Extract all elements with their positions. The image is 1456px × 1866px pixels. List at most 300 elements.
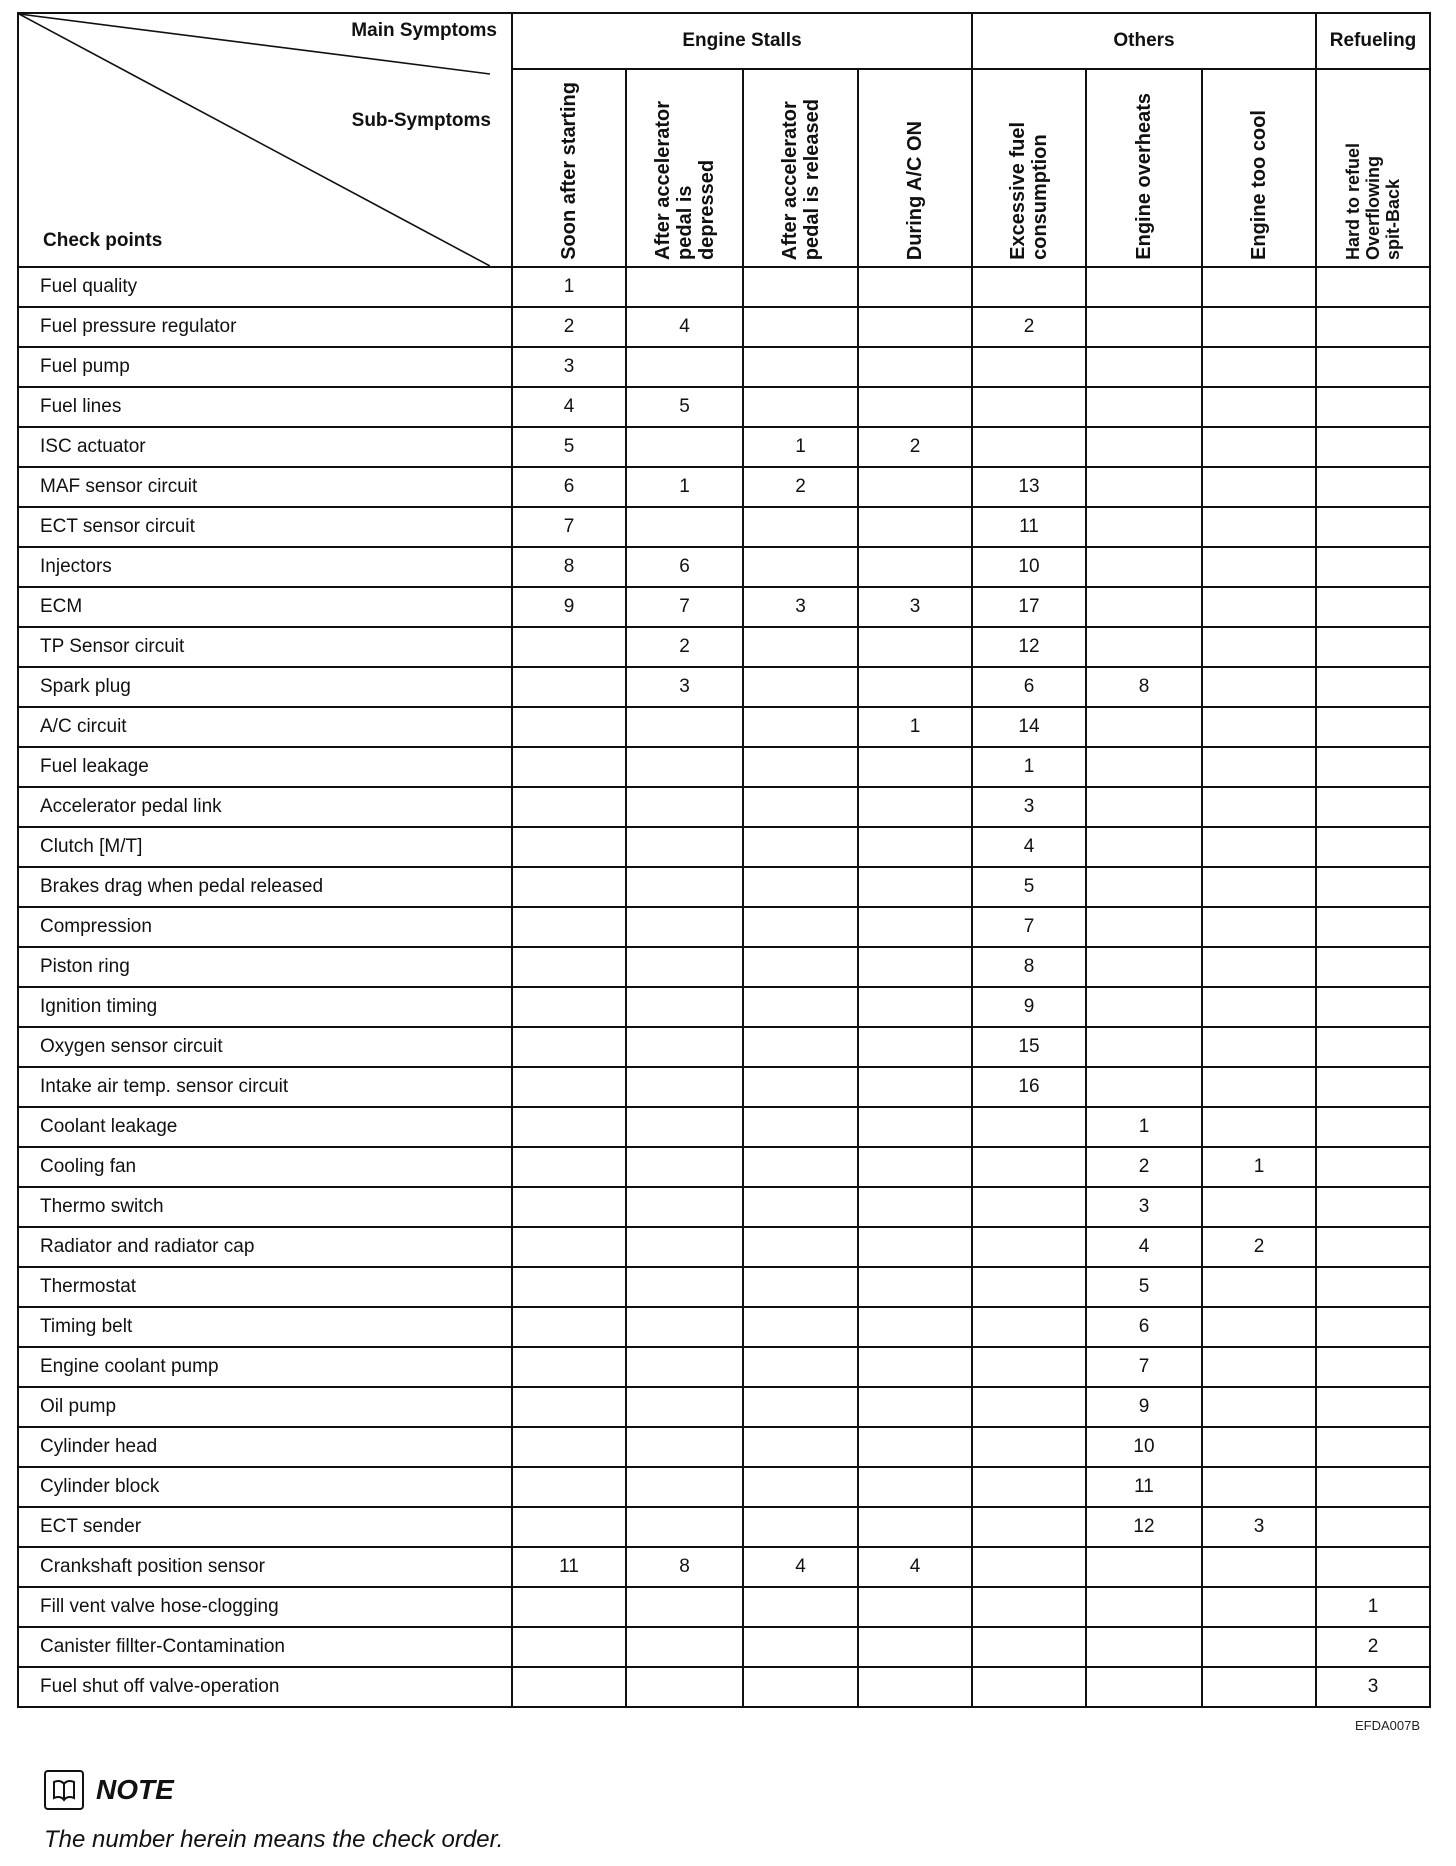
check-order-cell: 4 xyxy=(512,387,626,427)
note-header xyxy=(44,1770,174,1810)
table-row xyxy=(18,787,1430,827)
check-order-cell: 5 xyxy=(972,867,1086,907)
check-order-cell xyxy=(1086,467,1202,507)
check-order-cell xyxy=(1202,1667,1316,1707)
check-order-cell xyxy=(626,507,743,547)
check-order-cell xyxy=(626,1107,743,1147)
check-point-label: Cylinder block xyxy=(18,1467,512,1507)
check-order-cell xyxy=(1202,1267,1316,1307)
check-order-cell xyxy=(858,627,972,667)
check-order-cell xyxy=(626,1187,743,1227)
check-order-cell: 4 xyxy=(743,1547,858,1587)
check-order-cell xyxy=(1086,1067,1202,1107)
check-order-cell xyxy=(1086,867,1202,907)
check-order-cell xyxy=(1316,267,1430,307)
table-row xyxy=(18,1067,1430,1107)
check-order-cell xyxy=(1202,1547,1316,1587)
check-order-cell xyxy=(1086,947,1202,987)
check-order-cell xyxy=(972,347,1086,387)
check-order-cell xyxy=(1316,707,1430,747)
table-row xyxy=(18,987,1430,1027)
check-order-cell: 3 xyxy=(626,667,743,707)
table-row xyxy=(18,1227,1430,1267)
check-order-cell xyxy=(626,1587,743,1627)
check-order-cell: 2 xyxy=(1316,1627,1430,1667)
check-order-cell xyxy=(972,1507,1086,1547)
table-row xyxy=(18,1307,1430,1347)
check-order-cell xyxy=(1316,1067,1430,1107)
check-order-cell xyxy=(972,1547,1086,1587)
check-order-cell: 6 xyxy=(626,547,743,587)
check-order-cell xyxy=(743,907,858,947)
check-order-cell xyxy=(1316,507,1430,547)
check-order-cell xyxy=(858,907,972,947)
check-order-cell xyxy=(512,867,626,907)
check-order-cell xyxy=(512,1147,626,1187)
check-point-label: Thermostat xyxy=(18,1267,512,1307)
check-order-cell xyxy=(1316,1347,1430,1387)
check-order-cell xyxy=(626,267,743,307)
check-order-cell: 1 xyxy=(626,467,743,507)
check-order-cell xyxy=(512,1667,626,1707)
check-order-cell xyxy=(1316,547,1430,587)
check-order-cell xyxy=(858,987,972,1027)
check-order-cell xyxy=(626,1227,743,1267)
check-order-cell: 1 xyxy=(858,707,972,747)
check-order-cell xyxy=(1202,1107,1316,1147)
check-order-cell xyxy=(972,427,1086,467)
check-order-cell xyxy=(626,1067,743,1107)
check-order-cell xyxy=(512,947,626,987)
table-row xyxy=(18,707,1430,747)
table-row xyxy=(18,747,1430,787)
check-point-label: ECM xyxy=(18,587,512,627)
check-order-cell xyxy=(858,1587,972,1627)
check-order-cell xyxy=(858,1307,972,1347)
check-order-cell xyxy=(1202,1587,1316,1627)
check-point-label: Spark plug xyxy=(18,667,512,707)
table-row xyxy=(18,947,1430,987)
check-point-label: Oil pump xyxy=(18,1387,512,1427)
check-order-cell xyxy=(1086,387,1202,427)
check-order-cell xyxy=(1202,427,1316,467)
check-order-cell xyxy=(626,1627,743,1667)
check-order-cell xyxy=(512,1107,626,1147)
table-row xyxy=(18,1027,1430,1067)
check-order-cell: 2 xyxy=(972,307,1086,347)
check-order-cell xyxy=(743,1307,858,1347)
check-order-cell xyxy=(1316,667,1430,707)
check-point-label: Injectors xyxy=(18,547,512,587)
check-order-cell xyxy=(972,267,1086,307)
subcol-during-ac-on: During A/C ON xyxy=(858,69,972,267)
check-order-cell: 9 xyxy=(512,587,626,627)
check-order-cell xyxy=(1316,1027,1430,1067)
check-order-cell: 1 xyxy=(1316,1587,1430,1627)
check-order-cell xyxy=(1086,507,1202,547)
subcol-engine-too-cool: Engine too cool xyxy=(1202,69,1316,267)
check-order-cell xyxy=(1316,587,1430,627)
check-point-label: Canister fillter-Contamination xyxy=(18,1627,512,1667)
check-order-cell xyxy=(1316,347,1430,387)
check-order-cell xyxy=(858,1467,972,1507)
check-order-cell: 6 xyxy=(512,467,626,507)
table-row xyxy=(18,507,1430,547)
check-order-cell xyxy=(626,1667,743,1707)
check-order-cell xyxy=(512,1507,626,1547)
check-order-cell xyxy=(1316,467,1430,507)
check-order-cell xyxy=(1086,547,1202,587)
check-order-cell xyxy=(1086,1667,1202,1707)
check-order-cell xyxy=(626,1347,743,1387)
table-row xyxy=(18,827,1430,867)
diagonal-lines xyxy=(19,14,490,266)
check-order-cell xyxy=(858,787,972,827)
check-order-cell xyxy=(512,1387,626,1427)
check-order-cell xyxy=(1202,747,1316,787)
check-order-cell: 2 xyxy=(743,467,858,507)
check-point-label: Oxygen sensor circuit xyxy=(18,1027,512,1067)
table-row xyxy=(18,1547,1430,1587)
check-order-cell xyxy=(743,627,858,667)
check-order-cell xyxy=(972,1667,1086,1707)
check-order-cell xyxy=(1086,347,1202,387)
check-order-cell: 4 xyxy=(626,307,743,347)
subcol-after-pedal-depressed: After accelerator pedal is depressed xyxy=(626,69,743,267)
check-order-cell xyxy=(743,1147,858,1187)
check-order-cell xyxy=(743,987,858,1027)
check-order-cell xyxy=(1316,1187,1430,1227)
check-order-cell xyxy=(858,747,972,787)
check-order-cell xyxy=(1316,907,1430,947)
check-point-label: Intake air temp. sensor circuit xyxy=(18,1067,512,1107)
check-point-label: Fuel quality xyxy=(18,267,512,307)
check-order-cell xyxy=(743,747,858,787)
check-order-cell xyxy=(858,467,972,507)
check-order-cell: 16 xyxy=(972,1067,1086,1107)
check-point-label: MAF sensor circuit xyxy=(18,467,512,507)
check-order-cell xyxy=(1316,1507,1430,1547)
check-order-cell xyxy=(858,267,972,307)
check-order-cell xyxy=(626,947,743,987)
check-order-cell xyxy=(972,1347,1086,1387)
check-order-cell: 11 xyxy=(512,1547,626,1587)
main-symptoms-label: Main Symptoms xyxy=(351,20,497,41)
check-order-cell: 9 xyxy=(1086,1387,1202,1427)
check-order-cell: 7 xyxy=(626,587,743,627)
check-order-cell xyxy=(743,867,858,907)
table-row xyxy=(18,1387,1430,1427)
check-order-cell xyxy=(743,267,858,307)
check-order-cell xyxy=(626,787,743,827)
check-order-cell: 2 xyxy=(626,627,743,667)
table-row xyxy=(18,1147,1430,1187)
check-point-label: Radiator and radiator cap xyxy=(18,1227,512,1267)
check-order-cell xyxy=(1202,1467,1316,1507)
check-order-cell xyxy=(743,347,858,387)
check-point-label: Fuel shut off valve-operation xyxy=(18,1667,512,1707)
check-order-cell xyxy=(972,1227,1086,1267)
check-order-cell: 10 xyxy=(1086,1427,1202,1467)
check-order-cell: 8 xyxy=(626,1547,743,1587)
table-row xyxy=(18,1587,1430,1627)
check-order-cell xyxy=(1202,1627,1316,1667)
check-order-cell xyxy=(626,1427,743,1467)
check-order-cell: 11 xyxy=(1086,1467,1202,1507)
check-order-cell xyxy=(626,1507,743,1547)
check-order-cell xyxy=(512,747,626,787)
check-order-cell xyxy=(512,1587,626,1627)
check-order-cell xyxy=(626,1147,743,1187)
check-order-cell xyxy=(743,507,858,547)
check-order-cell xyxy=(1086,907,1202,947)
check-order-cell: 9 xyxy=(972,987,1086,1027)
check-order-cell xyxy=(1086,1027,1202,1067)
subcol-engine-overheats: Engine overheats xyxy=(1086,69,1202,267)
check-order-cell: 6 xyxy=(972,667,1086,707)
check-order-cell: 4 xyxy=(858,1547,972,1587)
check-order-cell: 7 xyxy=(1086,1347,1202,1387)
check-order-cell xyxy=(743,827,858,867)
check-order-cell xyxy=(743,1467,858,1507)
check-order-cell xyxy=(858,307,972,347)
check-point-label: Brakes drag when pedal released xyxy=(18,867,512,907)
check-order-cell: 1 xyxy=(972,747,1086,787)
check-order-cell xyxy=(743,1627,858,1667)
check-order-cell: 2 xyxy=(1202,1227,1316,1267)
check-order-cell xyxy=(1316,1547,1430,1587)
check-order-cell xyxy=(512,627,626,667)
check-order-cell xyxy=(1202,507,1316,547)
check-order-cell xyxy=(1202,307,1316,347)
check-order-cell xyxy=(1316,867,1430,907)
check-order-cell xyxy=(626,427,743,467)
table-row xyxy=(18,1107,1430,1147)
check-order-cell xyxy=(743,707,858,747)
check-order-cell xyxy=(512,1627,626,1667)
check-order-cell xyxy=(858,867,972,907)
check-order-cell: 3 xyxy=(1086,1187,1202,1227)
check-order-cell: 4 xyxy=(1086,1227,1202,1267)
check-order-cell xyxy=(1086,267,1202,307)
check-order-cell: 8 xyxy=(972,947,1086,987)
table-row xyxy=(18,307,1430,347)
check-order-cell: 2 xyxy=(512,307,626,347)
check-point-label: Coolant leakage xyxy=(18,1107,512,1147)
table-row xyxy=(18,1467,1430,1507)
check-order-cell xyxy=(1316,1107,1430,1147)
check-point-label: Cylinder head xyxy=(18,1427,512,1467)
check-order-cell xyxy=(743,1427,858,1467)
check-order-cell: 17 xyxy=(972,587,1086,627)
table-row xyxy=(18,1347,1430,1387)
check-order-cell xyxy=(972,1427,1086,1467)
check-order-cell xyxy=(626,907,743,947)
check-order-cell: 12 xyxy=(972,627,1086,667)
check-order-cell: 7 xyxy=(512,507,626,547)
check-point-label: Crankshaft position sensor xyxy=(18,1547,512,1587)
check-order-cell xyxy=(1316,627,1430,667)
figure-code: EFDA007B xyxy=(1355,1718,1421,1733)
check-order-cell xyxy=(1202,587,1316,627)
subcol-excessive-fuel: Excessive fuel consumption xyxy=(972,69,1086,267)
check-order-cell: 15 xyxy=(972,1027,1086,1067)
check-order-cell xyxy=(858,1147,972,1187)
table-row xyxy=(18,1187,1430,1227)
check-order-cell xyxy=(858,507,972,547)
check-order-cell xyxy=(743,1227,858,1267)
check-order-cell xyxy=(626,1027,743,1067)
note-text: The number herein means the check order. xyxy=(44,1826,504,1853)
table-row xyxy=(18,267,1430,307)
check-order-cell xyxy=(1202,467,1316,507)
check-order-cell xyxy=(512,787,626,827)
check-order-cell xyxy=(972,1267,1086,1307)
check-order-cell xyxy=(1202,1387,1316,1427)
check-order-cell: 7 xyxy=(972,907,1086,947)
check-order-cell xyxy=(1086,1587,1202,1627)
check-order-cell xyxy=(743,667,858,707)
check-order-cell xyxy=(743,1267,858,1307)
check-order-cell xyxy=(743,1507,858,1547)
check-order-cell xyxy=(858,827,972,867)
check-order-cell xyxy=(1202,867,1316,907)
check-order-cell xyxy=(1202,1427,1316,1467)
check-order-cell xyxy=(512,1027,626,1067)
check-order-cell xyxy=(1202,627,1316,667)
check-order-cell xyxy=(512,1467,626,1507)
check-order-cell xyxy=(972,1627,1086,1667)
check-order-cell xyxy=(1202,987,1316,1027)
check-order-cell xyxy=(858,347,972,387)
check-order-cell: 13 xyxy=(972,467,1086,507)
check-order-cell xyxy=(512,987,626,1027)
check-order-cell xyxy=(858,1507,972,1547)
check-order-cell: 4 xyxy=(972,827,1086,867)
check-point-label: Compression xyxy=(18,907,512,947)
check-order-cell xyxy=(512,1267,626,1307)
check-point-label: ECT sensor circuit xyxy=(18,507,512,547)
check-order-cell: 1 xyxy=(512,267,626,307)
check-order-cell xyxy=(626,347,743,387)
check-order-cell xyxy=(1316,1267,1430,1307)
check-order-cell xyxy=(1086,587,1202,627)
check-order-cell xyxy=(626,1387,743,1427)
check-order-cell: 8 xyxy=(512,547,626,587)
check-order-cell xyxy=(1202,1307,1316,1347)
check-order-cell xyxy=(1202,1027,1316,1067)
check-order-cell xyxy=(1316,947,1430,987)
check-order-cell xyxy=(743,387,858,427)
group-others: Others xyxy=(972,13,1316,69)
subcol-soon-after-starting: Soon after starting xyxy=(512,69,626,267)
check-order-cell xyxy=(512,1347,626,1387)
diagonal-header-cell xyxy=(18,13,512,267)
check-order-cell xyxy=(858,1227,972,1267)
check-order-cell xyxy=(512,1187,626,1227)
check-order-cell xyxy=(1202,1347,1316,1387)
check-order-cell xyxy=(858,667,972,707)
table-row xyxy=(18,587,1430,627)
check-order-cell xyxy=(1316,827,1430,867)
check-order-cell: 3 xyxy=(743,587,858,627)
check-order-cell xyxy=(972,1307,1086,1347)
check-order-cell xyxy=(626,987,743,1027)
check-order-cell xyxy=(743,1067,858,1107)
check-order-cell xyxy=(858,547,972,587)
symptom-table xyxy=(17,12,1431,1708)
check-order-cell xyxy=(1316,1467,1430,1507)
check-point-label: Ignition timing xyxy=(18,987,512,1027)
check-order-cell: 6 xyxy=(1086,1307,1202,1347)
check-order-cell xyxy=(743,547,858,587)
check-order-cell xyxy=(1316,747,1430,787)
check-order-cell xyxy=(512,1427,626,1467)
diagnosis-chart xyxy=(17,12,1431,1708)
check-order-cell xyxy=(1086,1627,1202,1667)
check-order-cell xyxy=(1316,427,1430,467)
check-order-cell xyxy=(972,387,1086,427)
check-point-label: A/C circuit xyxy=(18,707,512,747)
check-order-cell xyxy=(512,707,626,747)
check-order-cell xyxy=(626,1267,743,1307)
check-order-cell: 8 xyxy=(1086,667,1202,707)
check-order-cell xyxy=(626,747,743,787)
subcol-hard-to-refuel: Hard to refuel Overflowing spit-Back xyxy=(1316,69,1430,267)
check-order-cell xyxy=(858,1347,972,1387)
check-order-cell: 3 xyxy=(1202,1507,1316,1547)
check-point-label: Accelerator pedal link xyxy=(18,787,512,827)
check-order-cell xyxy=(858,1107,972,1147)
check-order-cell xyxy=(1202,827,1316,867)
check-order-cell xyxy=(512,667,626,707)
check-point-label: Timing belt xyxy=(18,1307,512,1347)
check-order-cell xyxy=(1316,387,1430,427)
check-point-label: Clutch [M/T] xyxy=(18,827,512,867)
check-order-cell xyxy=(1202,787,1316,827)
note-title: NOTE xyxy=(96,1774,174,1805)
check-order-cell xyxy=(1086,707,1202,747)
check-point-label: ISC actuator xyxy=(18,427,512,467)
check-order-cell xyxy=(743,307,858,347)
check-order-cell xyxy=(743,1027,858,1067)
table-row xyxy=(18,1267,1430,1307)
table-row xyxy=(18,347,1430,387)
check-order-cell xyxy=(1316,1307,1430,1347)
check-order-cell xyxy=(743,1387,858,1427)
table-row xyxy=(18,667,1430,707)
check-order-cell xyxy=(1316,1227,1430,1267)
check-order-cell xyxy=(626,827,743,867)
check-order-cell: 3 xyxy=(858,587,972,627)
check-point-label: Cooling fan xyxy=(18,1147,512,1187)
check-order-cell xyxy=(858,1267,972,1307)
check-order-cell xyxy=(1086,307,1202,347)
table-row xyxy=(18,867,1430,907)
check-order-cell xyxy=(858,1027,972,1067)
check-order-cell xyxy=(858,1427,972,1467)
table-row xyxy=(18,627,1430,667)
check-point-label: Fuel lines xyxy=(18,387,512,427)
check-points-label: Check points xyxy=(43,230,163,251)
check-order-cell xyxy=(512,1227,626,1267)
check-order-cell: 5 xyxy=(512,427,626,467)
check-order-cell xyxy=(1202,1187,1316,1227)
check-order-cell xyxy=(1316,1387,1430,1427)
table-row xyxy=(18,547,1430,587)
check-point-label: Piston ring xyxy=(18,947,512,987)
check-order-cell xyxy=(1316,1147,1430,1187)
